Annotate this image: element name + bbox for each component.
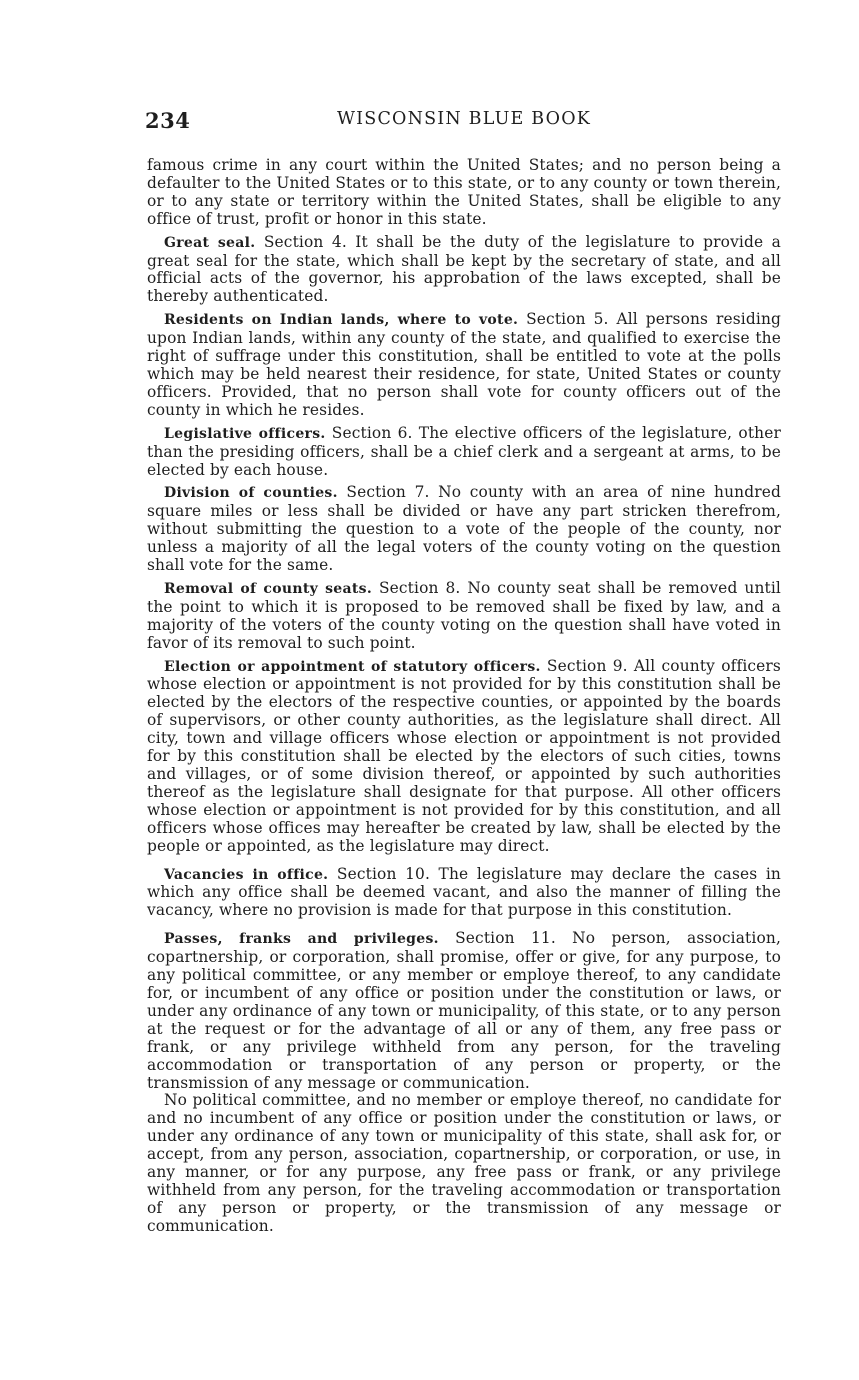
paragraph-text: Section 4. It shall be the duty of the legislature to provide a great seal for the state, which shall be kept by the secretary of state, and all official acts of the governor, his approbation of the laws excepted, shall be thereby authenticated.: [147, 232, 782, 306]
section-vacancies-in-office: [147, 866, 781, 921]
section-statutory-officers: [147, 658, 781, 856]
section-heading: Vacancies in office.: [164, 866, 329, 883]
section-heading: Great seal.: [164, 234, 256, 251]
section-heading: Passes, franks and privileges.: [164, 931, 439, 948]
section-division-of-counties: [147, 484, 781, 575]
section-heading: Removal of county seats.: [164, 580, 372, 597]
section-heading: Election or appointment of statutory officers.: [164, 658, 541, 675]
section-heading: Residents on Indian lands, where to vote.: [164, 312, 519, 329]
paragraph-text: Section 7. No county with an area of nine hundred square miles or less shall be divided or have any part stricken therefrom, without submitting the question to a vote of the people of the county, nor unless a majority of all the legal voters of the county voting on the question shall vote for the same.: [147, 483, 782, 575]
section-removal-county-seats: [147, 580, 781, 653]
section-residents-indian-lands: [147, 311, 781, 419]
paragraph-text: Section 8. No county seat shall be removed until the point to which it is proposed to be removed shall be fixed by law, and a majority of the voters of the county voting on the question shall have voted in favor of its removal to such point.: [147, 578, 781, 652]
section-heading: Legislative officers.: [164, 425, 326, 442]
section-passes-continued: [147, 1092, 781, 1235]
section-heading: Division of counties.: [164, 485, 338, 502]
paragraph-text: Section 10. The legislature may declare the cases in which any office shall be deemed vacant, and also the manner of filling the vacancy, where no provision is made for that purpose in this constitution.: [147, 864, 781, 920]
page-header: [147, 108, 781, 138]
section-passes-franks-privileges: [147, 930, 781, 1092]
paragraph-text: Section 11. No person, association, copartnership, or corporation, shall promise, offer or give, for any purpose, to any political committee, or any member or employe thereof, to any candidate for, or incumbent of any office or position under the constitution or laws, or under any ordinance of any town or municipality, of this state, or to any person at the request or for the advantage of all or any of them, any free pass or frank, or any privilege withheld from any person, for the traveling accommodation or transportation of any person or property, or the transmission of any message or communication.: [147, 929, 781, 1092]
paragraph-text: Section 5. All persons residing upon Indian lands, within any county of the state, and qualified to exercise the right of suffrage under this constitution, shall be entitled to vote at the polls which may be held nearest their residence, for state, United States or county officers. Provided, that no person shall vote for county officers out of the county in which he resides.: [147, 310, 782, 419]
book-page: [147, 108, 781, 1241]
page-body: [147, 157, 781, 1236]
running-title: WISCONSIN BLUE BOOK: [336, 109, 592, 129]
paragraph-text: famous crime in any court within the United States; and no person being a defaulter to the United States or to this state, or to any county or town therein, or to any state or territory within the United States, shall be eligible to any office of trust, profit or honor in this state.: [147, 156, 781, 228]
paragraph-text: Section 6. The elective officers of the legislature, other than the presiding officers, shall be a chief clerk and a sergeant at arms, to be elected by each house.: [147, 423, 781, 479]
paragraph-text: Section 9. All county officers whose election or appointment is not provided for by this constitution shall be elected by the electors of the respective counties, or appointed by the boards of supervisors, or other county authorities, as the legislature shall direct. All city, town and village officers whose election or appointment is not provided for by this constitution shall be elected by the electors of such cities, towns and villages, or of some division thereof, or appointed by such authorities thereof as the legislature shall designate for that purpose. All other officers whose election or appointment is not provided for by this constitution, and all officers whose offices may hereafter be created by law, shall be elected by the people or appointed, as the legislature may direct.: [147, 656, 781, 855]
page-number: 234: [145, 108, 191, 133]
paragraph-text: No political committee, and no member or employe thereof, no candidate for and no incumbent of any office or position under the constitution or laws, or under any ordinance of any town or municipality of this state, shall ask for, or accept, from any person, association, copartnership, or corporation, or use, in any manner, or for any purpose, any free pass or frank, or any privilege withheld from any person, for the traveling accommodation or transportation of any person or property, or the transmission of any message or communication.: [147, 1091, 781, 1235]
section-legislative-officers: [147, 425, 781, 480]
section-great-seal: [147, 234, 781, 307]
paragraph-continuation: [147, 157, 781, 229]
